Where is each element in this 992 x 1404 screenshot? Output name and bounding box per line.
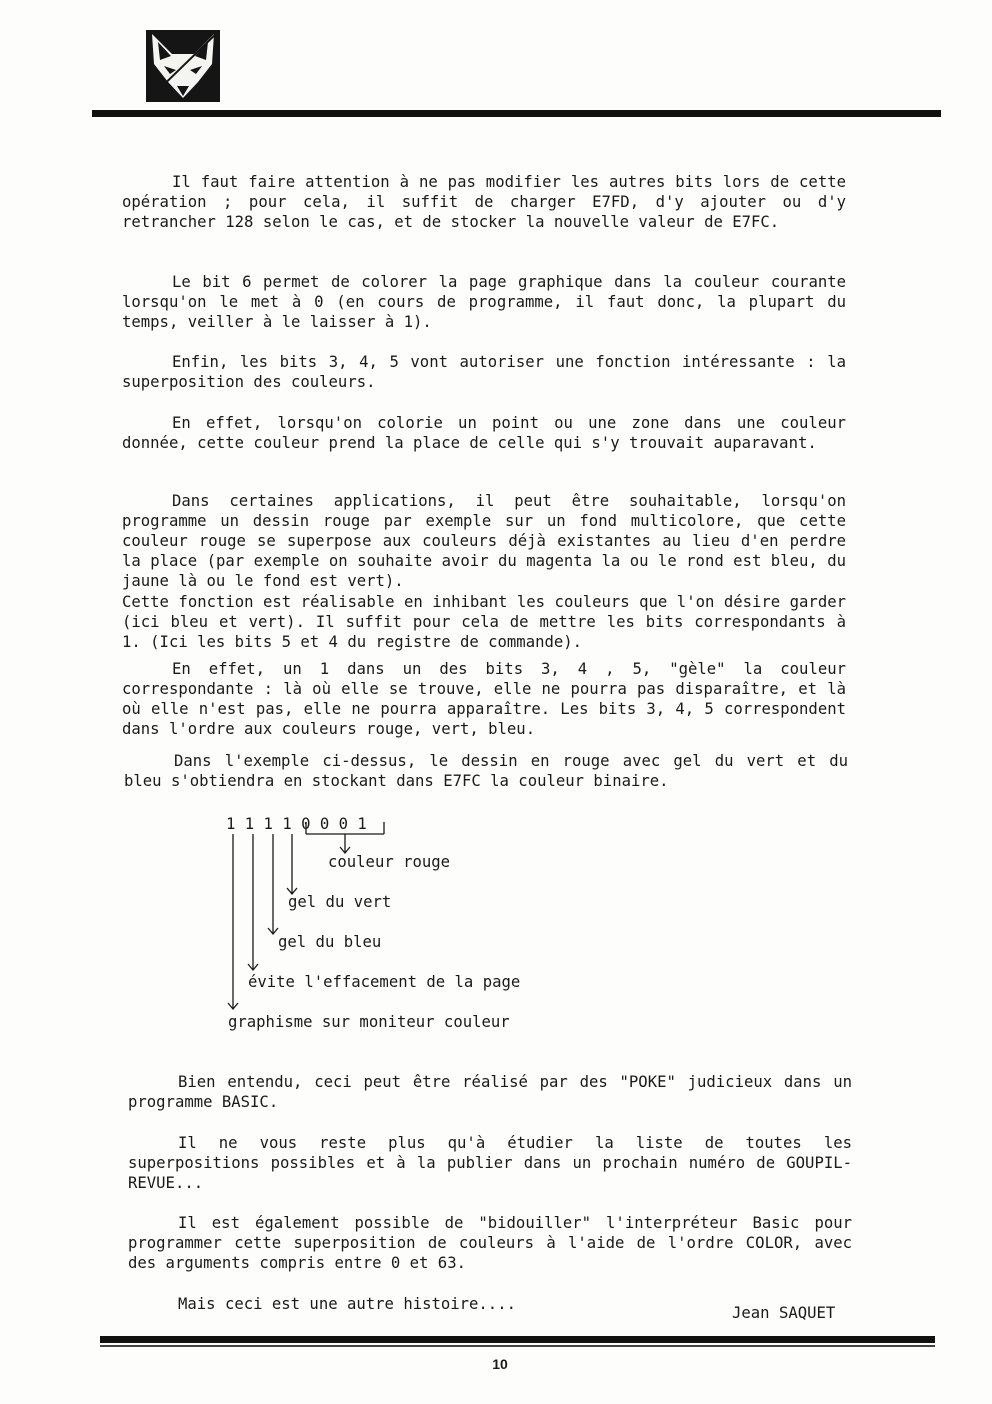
top-rule bbox=[92, 110, 941, 117]
paragraph-1: Il faut faire attention à ne pas modifier les autres bits lors de cette opération ; pour cela, il suffit de charger E7FD, d'y ajouter ou d'y retrancher 128 selon le cas, et de stocker la nouvelle valeur de E7FC. bbox=[122, 173, 846, 231]
paragraph-2: Le bit 6 permet de colorer la page graphique dans la couleur courante lorsqu'on le met à 0 (en cours de programme, il faut donc, la plupart du temps, veiller à le laisser à 1). bbox=[122, 273, 846, 331]
page-number: 10 bbox=[492, 1356, 508, 1372]
paragraph-5: Dans certaines applications, il peut être souhaitable, lorsqu'on programme un dessin rouge par exemple sur un fond multicolore, que cette couleur rouge se superpose aux couleurs déjà existantes au lieu d'en perdre la place (par exemple on souhaite avoir du magenta la ou le rond est bleu, du jaune là ou le fond est vert). bbox=[122, 492, 846, 590]
paragraph-3: Enfin, les bits 3, 4, 5 vont autoriser une fonction intéressante : la superposition des couleurs. bbox=[122, 353, 846, 391]
binary-value: 1 1 1 1 0 0 0 1 bbox=[226, 815, 367, 833]
author-signature: Jean SAQUET bbox=[732, 1304, 836, 1322]
label-gel-du-vert: gel du vert bbox=[288, 893, 392, 911]
bottom-rule-thin bbox=[100, 1345, 935, 1347]
label-couleur-rouge: couleur rouge bbox=[328, 853, 451, 871]
label-graphisme-moniteur: graphisme sur moniteur couleur bbox=[228, 1013, 510, 1031]
paragraph-9: Bien entendu, ceci peut être réalisé par des "POKE" judicieux dans un programme BASIC. bbox=[128, 1073, 852, 1111]
paragraph-12: Mais ceci est une autre histoire.... bbox=[178, 1295, 516, 1313]
paragraph-4: En effet, lorsqu'on colorie un point ou une zone dans une couleur donnée, cette couleur prend la place de celle qui s'y trouvait auparavant. bbox=[122, 414, 846, 452]
paragraph-6: Cette fonction est réalisable en inhibant les couleurs que l'on désire garder (ici bleu et vert). Il suffit pour cela de mettre les bits correspondants à 1. (Ici les bits 5 et 4 du registre de commande). bbox=[122, 593, 846, 651]
fox-head-logo bbox=[146, 30, 220, 102]
bottom-rule bbox=[100, 1336, 935, 1343]
label-evite-effacement: évite l'effacement de la page bbox=[248, 973, 521, 991]
paragraph-8: Dans l'exemple ci-dessus, le dessin en rouge avec gel du vert et du bleu s'obtiendra en stockant dans E7FC la couleur binaire. bbox=[124, 752, 848, 790]
paragraph-7: En effet, un 1 dans un des bits 3, 4 , 5, "gèle" la couleur correspondante : là où elle se trouve, elle ne pourra pas disparaître, et là où elle n'est pas, elle ne pourra apparaître. Les bits 3, 4, 5 correspondent dans l'ordre aux couleurs rouge, vert, bleu. bbox=[122, 660, 846, 738]
paragraph-11: Il est également possible de "bidouiller" l'interpréteur Basic pour programmer cette superposition de couleurs à l'aide de l'ordre COLOR, avec des arguments compris entre 0 et 63. bbox=[128, 1214, 852, 1272]
paragraph-10: Il ne vous reste plus qu'à étudier la liste de toutes les superpositions possibles et à la publier dans un prochain numéro de GOUPIL-REVUE... bbox=[128, 1134, 852, 1192]
label-gel-du-bleu: gel du bleu bbox=[278, 933, 382, 951]
